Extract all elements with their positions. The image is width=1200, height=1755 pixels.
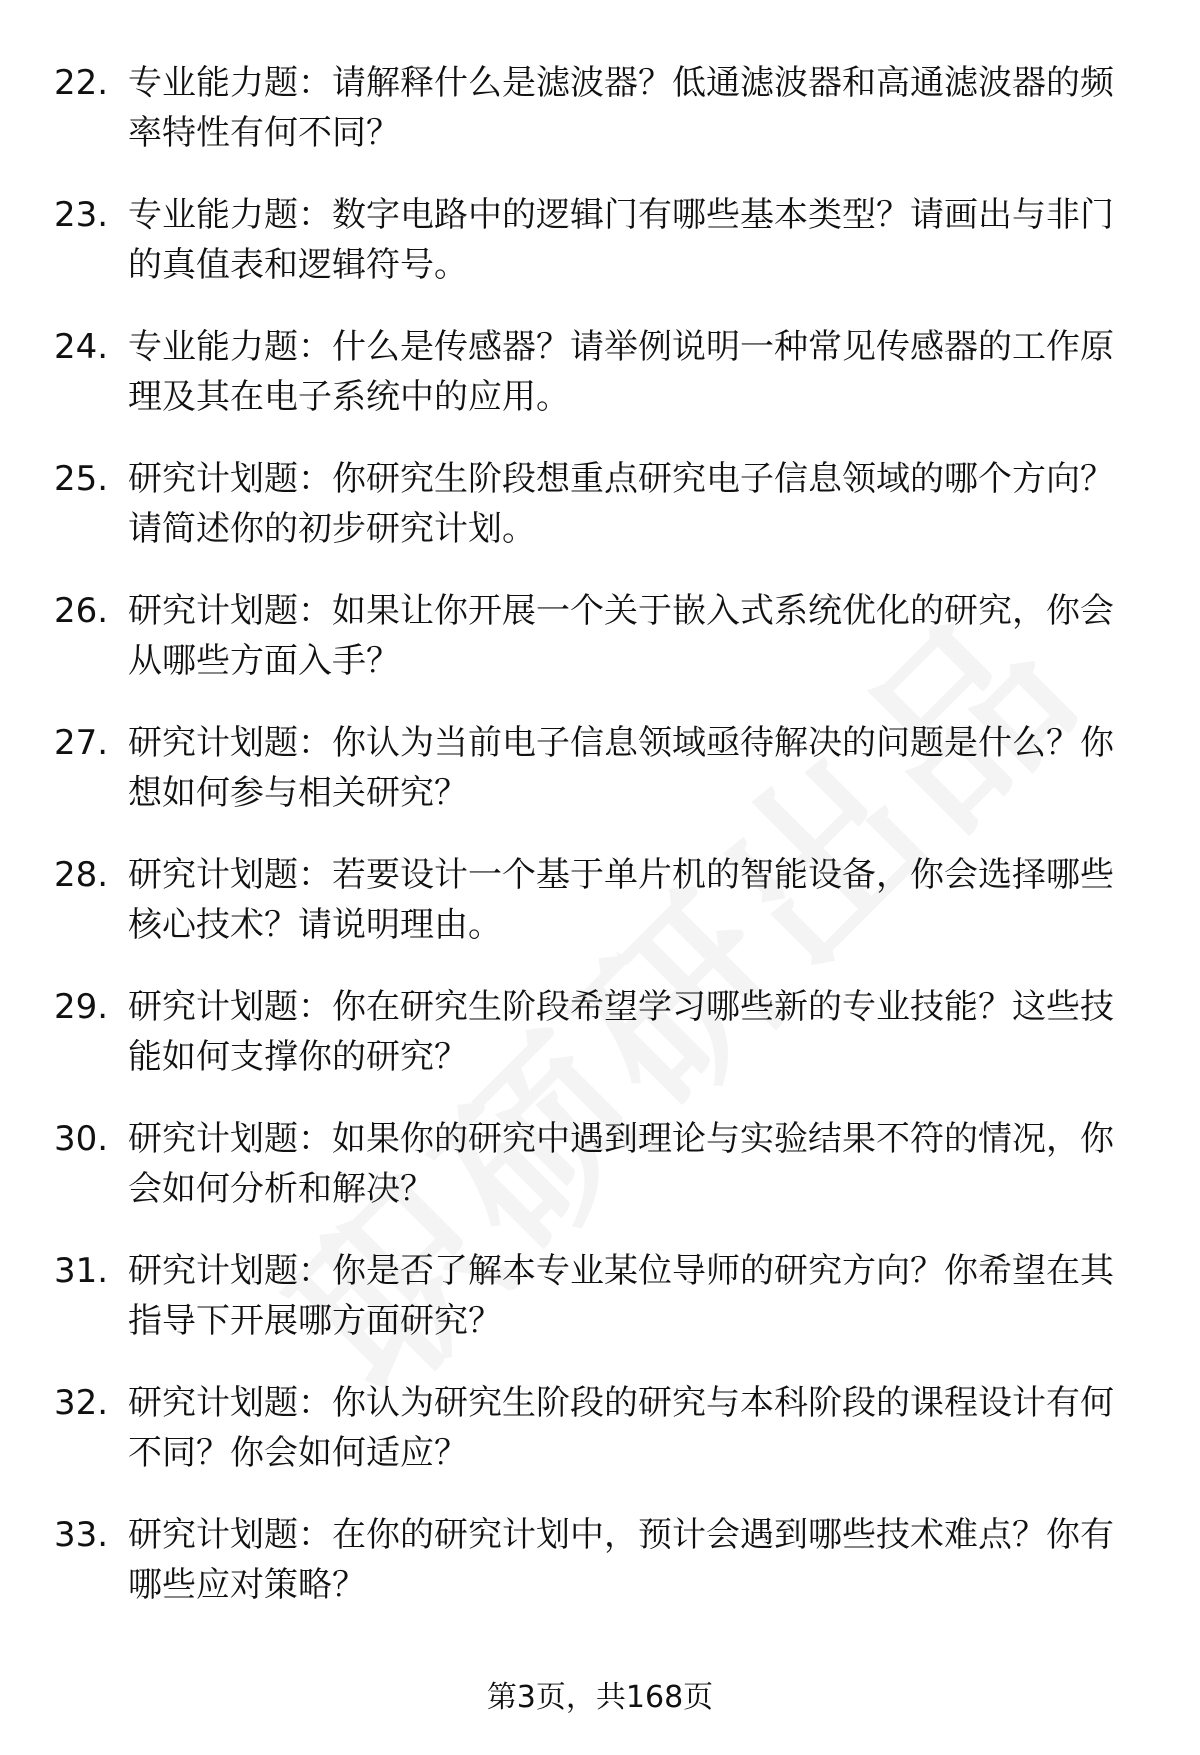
question-text: 研究计划题：如果你的研究中遇到理论与实验结果不符的情况，你会如何分析和解决？ (128, 1119, 1114, 1209)
question-text: 研究计划题：你认为研究生阶段的研究与本科阶段的课程设计有何不同？你会如何适应？ (128, 1383, 1114, 1473)
question-number: 33. (54, 1515, 109, 1555)
question-text: 研究计划题：你认为当前电子信息领域亟待解决的问题是什么？你想如何参与相关研究？ (128, 723, 1114, 813)
question-item (0, 1246, 1200, 1378)
question-text: 研究计划题：若要设计一个基于单片机的智能设备，你会选择哪些核心技术？请说明理由。 (128, 855, 1114, 945)
question-text: 研究计划题：你研究生阶段想重点研究电子信息领域的哪个方向？请简述你的初步研究计划。 (128, 459, 1114, 549)
question-number: 32. (54, 1383, 109, 1423)
question-number: 22. (54, 63, 109, 103)
question-number: 26. (54, 591, 109, 631)
question-text: 研究计划题：在你的研究计划中，预计会遇到哪些技术难点？你有哪些应对策略？ (128, 1515, 1114, 1605)
question-item (0, 850, 1200, 982)
question-item (0, 1378, 1200, 1510)
question-number: 25. (54, 459, 109, 499)
question-text: 研究计划题：你是否了解本专业某位导师的研究方向？你希望在其指导下开展哪方面研究？ (128, 1251, 1114, 1341)
question-text: 专业能力题：什么是传感器？请举例说明一种常见传感器的工作原理及其在电子系统中的应用。 (128, 327, 1114, 417)
question-item (0, 1114, 1200, 1246)
question-item (0, 718, 1200, 850)
question-item (0, 982, 1200, 1114)
question-number: 30. (54, 1119, 109, 1159)
question-number: 23. (54, 195, 109, 235)
question-item (0, 454, 1200, 586)
question-item (0, 58, 1200, 190)
question-list (0, 58, 1200, 1642)
question-text: 专业能力题：数字电路中的逻辑门有哪些基本类型？请画出与非门的真值表和逻辑符号。 (128, 195, 1114, 285)
question-text: 研究计划题：如果让你开展一个关于嵌入式系统优化的研究，你会从哪些方面入手？ (128, 591, 1114, 681)
question-item (0, 1510, 1200, 1642)
question-item (0, 586, 1200, 718)
question-number: 29. (54, 987, 109, 1027)
question-text: 专业能力题：请解释什么是滤波器？低通滤波器和高通滤波器的频率特性有何不同？ (128, 63, 1114, 153)
question-item (0, 322, 1200, 454)
question-number: 31. (54, 1251, 109, 1291)
question-number: 24. (54, 327, 109, 367)
question-item (0, 190, 1200, 322)
question-number: 28. (54, 855, 109, 895)
question-text: 研究计划题：你在研究生阶段希望学习哪些新的专业技能？这些技能如何支撑你的研究？ (128, 987, 1114, 1077)
question-number: 27. (54, 723, 109, 763)
page-footer: 第3页，共168页 (486, 1680, 714, 1715)
